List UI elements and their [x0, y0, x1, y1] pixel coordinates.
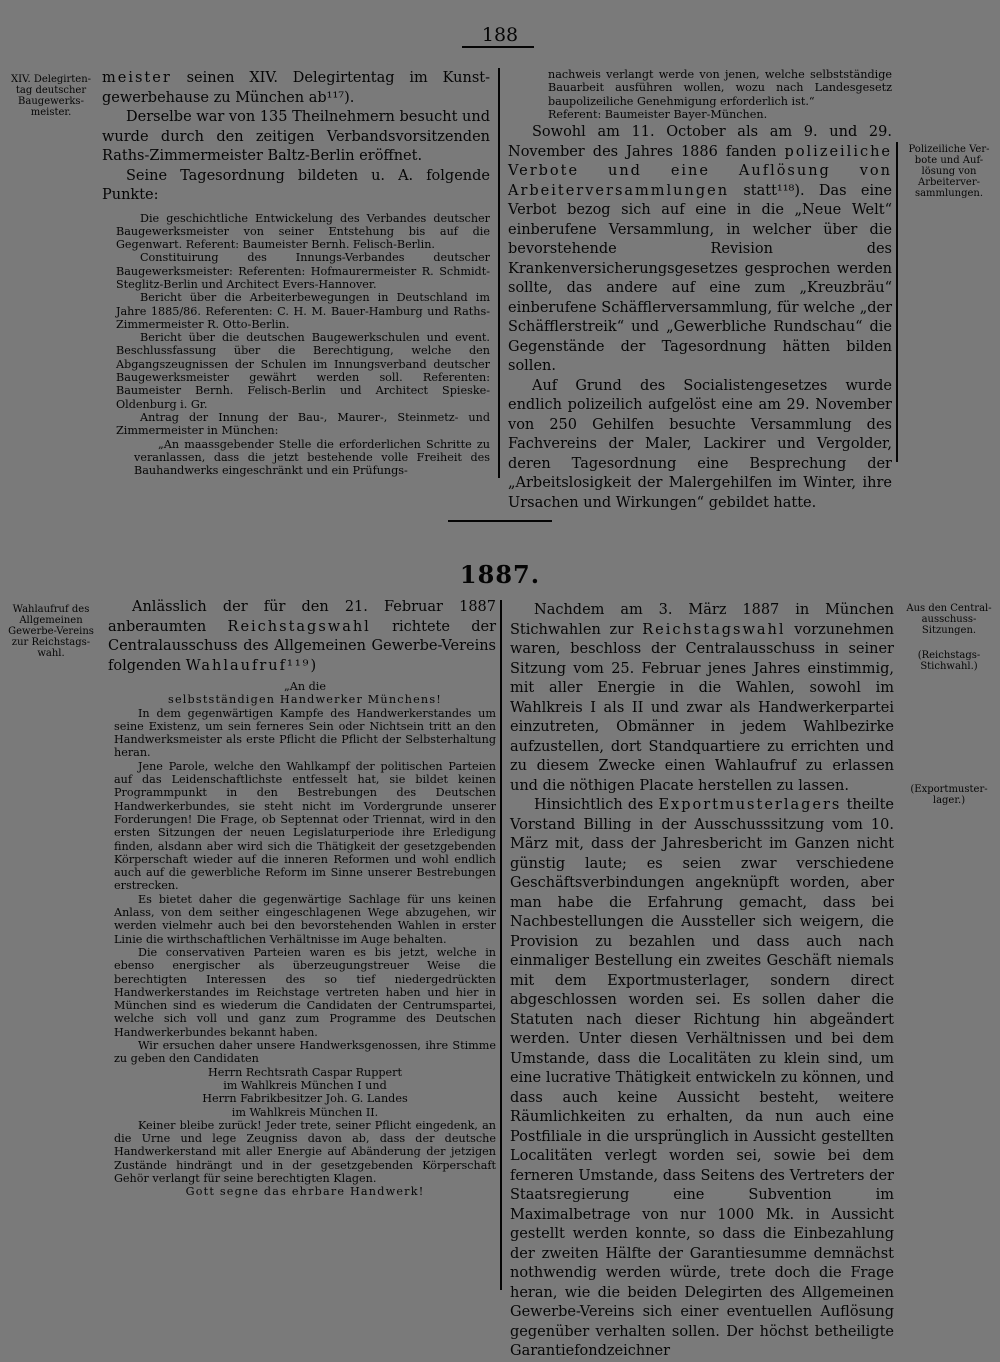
appeal-paragraph: Die conservativen Parteien waren es bis jetzt, welche in ebenso energischer als überzeugungstreuer Weise die berechtigten Interessen des so tief niedergedrückten Handwerkerstandes im Reichstage vertreten haben und hier in München sind es wiederum die Candidaten der Centrumspartei, welche sich voll und ganz zum Programme des Deutschen Handwerkerbundes bekannt haben.: [114, 945, 496, 1039]
page-number: 188: [481, 24, 519, 46]
paragraph: [102, 69, 490, 108]
candidate-line: im Wahlkreis München II.: [231, 1105, 379, 1119]
text: Hinsichtlich des: [534, 797, 654, 813]
candidate-line: Herrn Fabrikbesitzer Joh. G. Landes: [202, 1092, 408, 1106]
agenda-block: [116, 212, 490, 478]
column-1887-left: [108, 598, 496, 1199]
text-spaced: Wahlaufruf¹¹⁹): [185, 657, 319, 674]
margin-note-stichwahl: (Reichstags-Stichwahl.): [917, 650, 981, 672]
section-separator: [448, 520, 552, 522]
text: Nachdem am 3. März 1887 in München Stichwahlen zur: [510, 602, 894, 638]
text: richtete der Centralausschuss des Allgemeinen Gewerbe-Vereins folgenden: [108, 618, 497, 674]
paragraph: [508, 123, 892, 377]
margin-note-exportmusterlager: (Exportmuster-lager.): [910, 784, 988, 806]
agenda-quote: „An maassgebender Stelle die erforderlichen Schritte zu veranlassen, dass die jetzt bestehende volle Freiheit des Bauhandwerks eingeschränkt und ein Prüfungs-: [134, 437, 490, 478]
appeal-heading: „An die: [284, 680, 326, 693]
text: Sowohl am 11. October als am 9. und 29. November des Jahres 1886 fanden: [508, 124, 892, 160]
agenda-continuation: [548, 68, 892, 108]
appeal-closing: Gott segne das ehrbare Handwerk!: [185, 1185, 425, 1199]
agenda-item: Antrag der Innung der Bau-, Maurer-, Steinmetz- und Zimmermeister in München:: [116, 410, 490, 438]
column-1887-right: [510, 601, 894, 1362]
margin-bracket-1886: [896, 142, 898, 462]
text: seinen XIV. Delegirtentag im Kunst-: [186, 70, 490, 86]
column-1886-left: [102, 69, 490, 477]
appeal-heading: selbstständigen Handwerker Münchens!: [168, 693, 442, 707]
paragraph: Derselbe war von 135 Theilnehmern besucht und wurde durch den zeitigen Verbandsvorsitzenden Raths-Zimmermeister Baltz-Berlin eröffnet.: [102, 109, 490, 164]
column-1886-right: [508, 68, 892, 513]
margin-note-centralausschuss: Aus den Central-ausschuss-Sitzungen.: [906, 603, 992, 636]
text: vorzunehmen waren, beschloss der Centralausschuss in seiner Sitzung vom 25. Februar jenes Jahres einstimmig, mit aller Energie in die Wahlen, sowohl im Wahlkreis I als II und zwar als Handwerkerpartei einzutreten, Obmänner in jedem Wahlbezirke aufzustellen, dort Standquartiere zu errichten und zu diesem Zwecke einen Wahlaufruf zu erlassen und die nöthigen Placate herstellen zu lassen.: [510, 621, 894, 794]
text: theilte Vorstand Billing in der Ausschusssitzung vom 10. März mit, dass der Jahresbericht im Ganzen nicht günstig laute; es seien zwar verschiedene Geschäftsverbindungen angeknüpft worden, aber man habe die Erfahrung gemacht, dass bei Nachbestellungen die Aussteller sich weigern, die Provision zu bezahlen und dass auch nach einmaliger Bestellung ein zweites Geschäft niemals mit dem Exportmusterlager, sondern direct abgeschlossen worden sei. Es sollen daher die Statuten nach dieser Richtung hin abgeändert werden. Unter diesen Verhältnissen und bei dem Umstande, dass die Localitäten zu klein sind, um eine lucrative Thätigkeit entwickeln zu können, und dass auch keine Aussicht besteht, weitere Räumlichkeiten zu erhalten, da nun auch eine Postfiliale in die ursprünglich in Aussicht gestellten Localitäten verlegt worden sei, sowie bei dem ferneren Umstande, dass Seitens des Vertreters der Staatsregierung eine Subvention im Maximalbetrage von nur 1000 Mk. in Aussicht gestellt werden konnte, so dass die Einbezahlung der zweiten Hälfte der Garantiesumme demnächst nothwendig werden würde, trete doch die Frage heran, wie die beiden Delegirten des Allgemeinen Gewerbe-Vereins sich einer eventuellen Auflösung gegenüber verhalten sollen. Der höchst betheiligte Garantiefondzeichner: [510, 797, 894, 1359]
appeal-paragraph: Jene Parole, welche den Wahlkampf der politischen Parteien auf das Leidenschaftlichste entfesselt hat, sie bildet keinen Programmpunkt in den Bestrebungen des Deutschen Handwerkerbundes, sie steht nicht im Vordergrunde unserer Forderungen! Die Frage, ob Septennat oder Triennat, wird in den ersten Sitzungen der neuen Legislaturperiode ihre Erledigung finden, alsdann aber wird sich die Thätigkeit der gesetzgebenden Körperschaft wieder auf die inneren Reformen und wohl endlich auch auf die gewerbliche Reform im Sinne unserer Bestrebungen erstrecken.: [114, 759, 496, 893]
paragraph: Auf Grund des Socialistengesetzes wurde endlich polizeilich aufgelöst eine am 29. November von 250 Gehilfen besuchte Versammlung des Fachvereins der Maler, Lackirer und Vergolder, deren Tagesordnung eine Besprechung der „Arbeitslosigkeit der Malergehilfen im Winter, ihre Ursachen und Wirkungen“ gebildet hatte.: [508, 377, 892, 511]
appeal-paragraph: Keiner bleibe zurück! Jeder trete, seiner Pflicht eingedenk, an die Urne und lege Zeugniss davon ab, dass der deutsche Handwerkerstand mit aller Energie auf Abänderung der jetzigen Zustände hindrängt und in der gesetzgebenden Körperschaft Gehör verlangt für seine berechtigten Klagen.: [114, 1118, 496, 1185]
paragraph: Seine Tagesordnung bildeten u. A. folgende Punkte:: [102, 167, 490, 203]
candidate-line: Herrn Rechtsrath Caspar Ruppert: [208, 1065, 402, 1079]
text: gewerbehause zu München ab¹¹⁷).: [102, 89, 355, 106]
paragraph: [108, 598, 496, 676]
appeal-paragraph: Wir ersuchen daher unsere Handwerksgenossen, ihre Stimme zu geben den Candidaten: [114, 1039, 496, 1066]
agenda-item: Die geschichtliche Entwickelung des Verbandes deutscher Baugewerksmeister von seiner Entstehung bis auf die Gegenwart. Referent: Baumeister Bernh. Felisch-Berlin.: [116, 211, 490, 252]
margin-note-delegirtentag: XIV. Delegirten-tag deutscher Baugewerks-meister.: [10, 74, 92, 118]
text: Anlässlich der für den 21. Februar 1887 anberaumten: [108, 599, 496, 635]
text-spaced: meister: [102, 70, 172, 86]
margin-note-polizeiliche-verbote: Polizeiliche Ver-bote und Auf-lösung von Arbeiterver-sammlungen.: [908, 144, 990, 199]
text-spaced: Reichstagswahl: [227, 618, 371, 635]
text-spaced: Reichstagswahl: [642, 621, 786, 638]
column-divider-1887: [500, 600, 502, 1290]
referent-line: Referent: Baumeister Bayer-München.: [548, 107, 768, 121]
text-spaced: Exportmusterlagers: [658, 797, 842, 813]
candidate-line: im Wahlkreis München I und: [223, 1078, 387, 1092]
agenda-item: Bericht über die Arbeiterbewegungen in Deutschland im Jahre 1885/86. Referenten: C. H. M. Bauer-Hamburg und Raths-Zimmermeister R. Otto-Berlin.: [116, 291, 490, 331]
agenda-quote-end: nachweis verlangt werde von jenen, welche selbstständige Bauarbeit ausführen wollen, wozu nach Landesgesetz baupolizeiliche Genehmigung erforderlich ist.“: [548, 68, 892, 108]
column-divider-1886: [498, 68, 500, 478]
appeal-paragraph: Es bietet daher die gegenwärtige Sachlage für uns keinen Anlass, von dem seither eingeschlagenen Wege abzugehen, wir werden vielmehr auch bei den bevorstehenden Wahlen in erster Linie die wirthschaftlichen Verhältnisse im Auge behalten.: [114, 892, 496, 946]
election-appeal: [114, 680, 496, 1199]
header-rule: [462, 46, 534, 48]
year-heading: 1887.: [459, 560, 541, 589]
appeal-paragraph: In dem gegenwärtigen Kampfe des Handwerkerstandes um seine Existenz, um sein ferneres Sein oder Nichtsein tritt an den Handwerksmeister als erste Pflicht die Pflicht der Selbsterhaltung heran.: [114, 706, 496, 760]
text-spaced: polizeiliche Verbote und eine Auflösung von Arbeiterversammlungen: [508, 143, 892, 199]
text: statt¹¹⁸). Das eine Verbot bezog sich auf eine in die „Neue Welt“ einberufene Versammlung, in welcher über die bevorstehende Revision des Krankenversicherungsgesetzes gesprochen werden sollte, das andere auf eine zum „Kreuzbräu“ einberufene Schäfflerversammlung, für welche „der Schäfflerstreik“ und „Gewerbliche Rundschau“ die Gegenstände der Tagesordnung hätten bilden sollen.: [508, 182, 893, 375]
margin-note-wahlaufruf: Wahlaufruf des Allgemeinen Gewerbe-Vereins zur Reichstags-wahl.: [8, 604, 94, 659]
agenda-item: Constituirung des Innungs-Verbandes deutscher Baugewerksmeister: Referenten: Hofmaurermeister R. Schmidt-Steglitz-Berlin und Architect Evers-Hannover.: [116, 251, 490, 291]
paragraph: [510, 601, 894, 796]
paragraph: [510, 796, 894, 1362]
agenda-item: Bericht über die deutschen Baugewerkschulen und event. Beschlussfassung über die Berechtigung, welche den Abgangszeugnissen der Schulen im Innungsverband deutscher Baugewerksmeister gewährt werden soll. Referenten: Baumeister Bernh. Felisch-Berlin und Architect Spieske-Oldenburg i. Gr.: [116, 331, 490, 411]
